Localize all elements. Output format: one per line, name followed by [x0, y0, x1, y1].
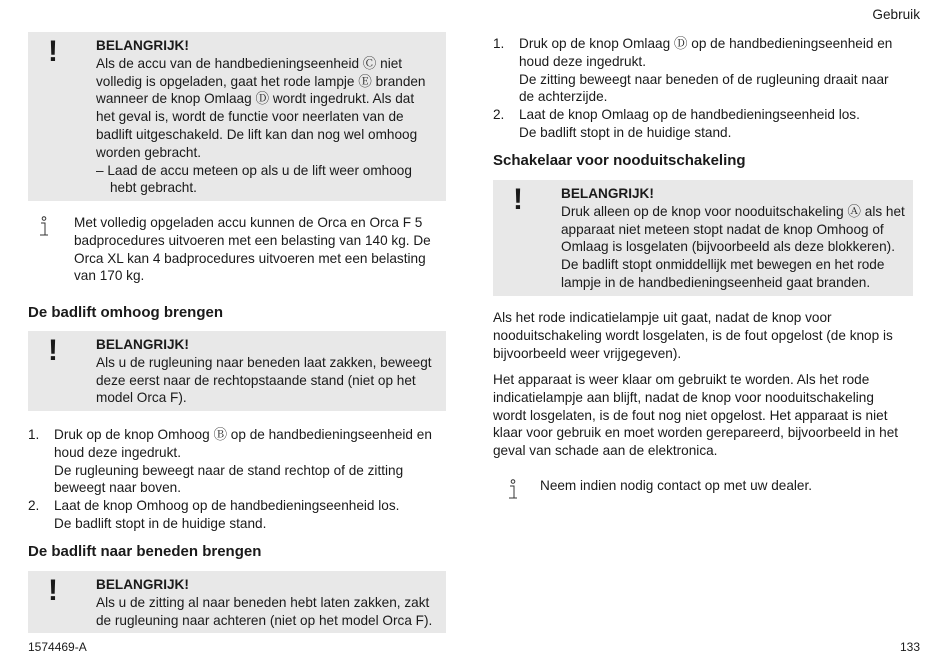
- step-text-line: De badlift stopt in de huidige stand.: [519, 124, 732, 140]
- steps-up-list: [28, 426, 446, 533]
- warning-text-line: worden gebracht.: [96, 144, 202, 160]
- step-text-line: De badlift stopt in de huidige stand.: [54, 515, 267, 531]
- warning-text-line: deze eerst naar de rechtopstaande stand (niet op het: [96, 372, 416, 388]
- step-text-line: houd deze ingedrukt.: [519, 53, 646, 69]
- list-item: [493, 106, 913, 142]
- warning-title: BELANGRIJK!: [96, 577, 189, 592]
- warning-title: BELANGRIJK!: [96, 38, 189, 53]
- step-text-line: Laat de knop Omhoog op de handbedieningseenheid los.: [54, 498, 400, 514]
- info-icon: [38, 216, 50, 238]
- section-heading-emergency: Schakelaar voor nooduitschakeling: [493, 152, 746, 169]
- page-header: Gebruik: [872, 7, 920, 22]
- step-text-line: De zitting beweegt naar beneden of de rugleuning draait naar: [519, 71, 889, 87]
- warning-text-line: lampje in de handbedieningseenheid gaat branden.: [561, 274, 871, 290]
- warning-title: BELANGRIJK!: [96, 337, 189, 352]
- step-text-line: beweegt naar boven.: [54, 480, 181, 496]
- paragraph-indicator-on: [493, 371, 913, 460]
- section-heading-down: De badlift naar beneden brengen: [28, 543, 262, 560]
- info-text-line: Neem indien nodig contact op met uw dealer.: [540, 478, 813, 493]
- paragraph-line: Het apparaat is weer klaar om gebruikt te worden. Als het rode: [493, 372, 870, 387]
- list-item: [28, 426, 446, 497]
- info-text-line: van 170 kg.: [74, 268, 145, 284]
- warning-box-emergency: [493, 180, 913, 296]
- steps-down-list: [493, 35, 913, 142]
- step-text-line: Laat de knop Omlaag op de handbedieningseenheid los.: [519, 107, 860, 123]
- exclamation-icon: !: [48, 574, 58, 607]
- warning-text-line: volledig is opgeladen, gaat het rode lampje Ⓔ branden: [96, 73, 426, 89]
- paragraph-line: wordt losgelaten, is de fout nog niet opgelost. Het apparaat is niet: [493, 407, 888, 423]
- document-number: 1574469-A: [28, 640, 87, 654]
- step-number: 2.: [493, 107, 505, 123]
- warning-text-line: badlift uitgeschakeld. De lift kan dan nog wel omhoog: [96, 126, 418, 142]
- page-number: 133: [899, 640, 920, 654]
- step-number: 2.: [28, 498, 40, 514]
- paragraph-line: Als het rode indicatielampje uit gaat, nadat de knop voor: [493, 310, 832, 325]
- step-text-line: Druk op de knop Omlaag Ⓓ op de handbedieningseenheid en: [519, 36, 893, 51]
- paragraph-line: geval van schade aan de elektronica.: [493, 443, 718, 459]
- paragraph-line: klaar voor gebruik en moet worden gerepareerd, bijvoorbeeld in het: [493, 425, 899, 441]
- exclamation-icon: !: [48, 35, 58, 68]
- warning-box-backrest: [28, 331, 446, 411]
- warning-text-line: Als u de rugleuning naar beneden laat zakken, beweegt: [96, 354, 432, 370]
- paragraph-line: bijvoorbeeld weer vrijgegeven).: [493, 345, 682, 361]
- info-text-line: Orca XL kan 4 badprocedures uitvoeren met een belasting: [74, 250, 426, 266]
- paragraph-line: indicatielampje aan blijft, nadat de knop voor nooduitschakeling: [493, 389, 874, 405]
- step-text-line: Druk op de knop Omhoog Ⓑ op de handbedieningseenheid en: [54, 427, 432, 442]
- exclamation-icon: !: [48, 334, 58, 367]
- warning-text-line: De badlift stopt onmiddellijk met bewegen en het rode: [561, 257, 885, 273]
- info-icon: [507, 479, 519, 501]
- paragraph-indicator-off: [493, 309, 913, 362]
- warning-text-line: het geval is, wordt de functie voor neerlaten van de: [96, 109, 404, 125]
- warning-text-line: Als u de zitting al naar beneden hebt laten zakken, zakt: [96, 594, 430, 610]
- list-item: [28, 497, 446, 533]
- warning-dash-item-cont: hebt gebracht.: [110, 180, 197, 196]
- step-number: 1.: [28, 427, 40, 442]
- warning-text-line: apparaat niet meteen stopt nadat de knop Omhoog of: [561, 221, 884, 237]
- list-item: [493, 35, 913, 106]
- warning-box-seat: [28, 571, 446, 633]
- warning-text-line: wanneer de knop Omlaag Ⓓ wordt ingedrukt. Als dat: [96, 91, 415, 107]
- warning-text-line: de rugleuning naar achteren (niet op het model Orca F).: [96, 612, 433, 628]
- section-heading-up: De badlift omhoog brengen: [28, 304, 223, 321]
- info-text-line: badprocedures uitvoeren met een belasting van 140 kg. De: [74, 232, 431, 248]
- step-number: 1.: [493, 36, 505, 51]
- step-text-line: houd deze ingedrukt.: [54, 444, 181, 460]
- warning-text-line: Druk alleen op de knop voor nooduitschakeling Ⓐ als het: [561, 203, 905, 219]
- step-text-line: De rugleuning beweegt naar de stand rechtop of de zitting: [54, 462, 404, 478]
- step-text-line: de achterzijde.: [519, 89, 608, 105]
- warning-dash-item: – Laad de accu meteen op als u de lift weer omhoog: [96, 162, 412, 178]
- info-note-battery: [28, 214, 446, 290]
- exclamation-icon: !: [513, 183, 523, 216]
- warning-text-line: model Orca F).: [96, 390, 187, 406]
- warning-text-line: Omlaag is losgelaten (bijvoorbeeld als deze blokkeren).: [561, 239, 895, 255]
- info-note-dealer: [493, 477, 913, 501]
- warning-box-battery: [28, 32, 446, 201]
- warning-title: BELANGRIJK!: [561, 186, 654, 201]
- warning-text-line: Als de accu van de handbedieningseenheid Ⓒ niet: [96, 55, 403, 71]
- paragraph-line: nooduitschakeling wordt losgelaten, is de fout opgelost (de knop is: [493, 327, 893, 343]
- info-text-line: Met volledig opgeladen accu kunnen de Orca en Orca F 5: [74, 215, 423, 230]
